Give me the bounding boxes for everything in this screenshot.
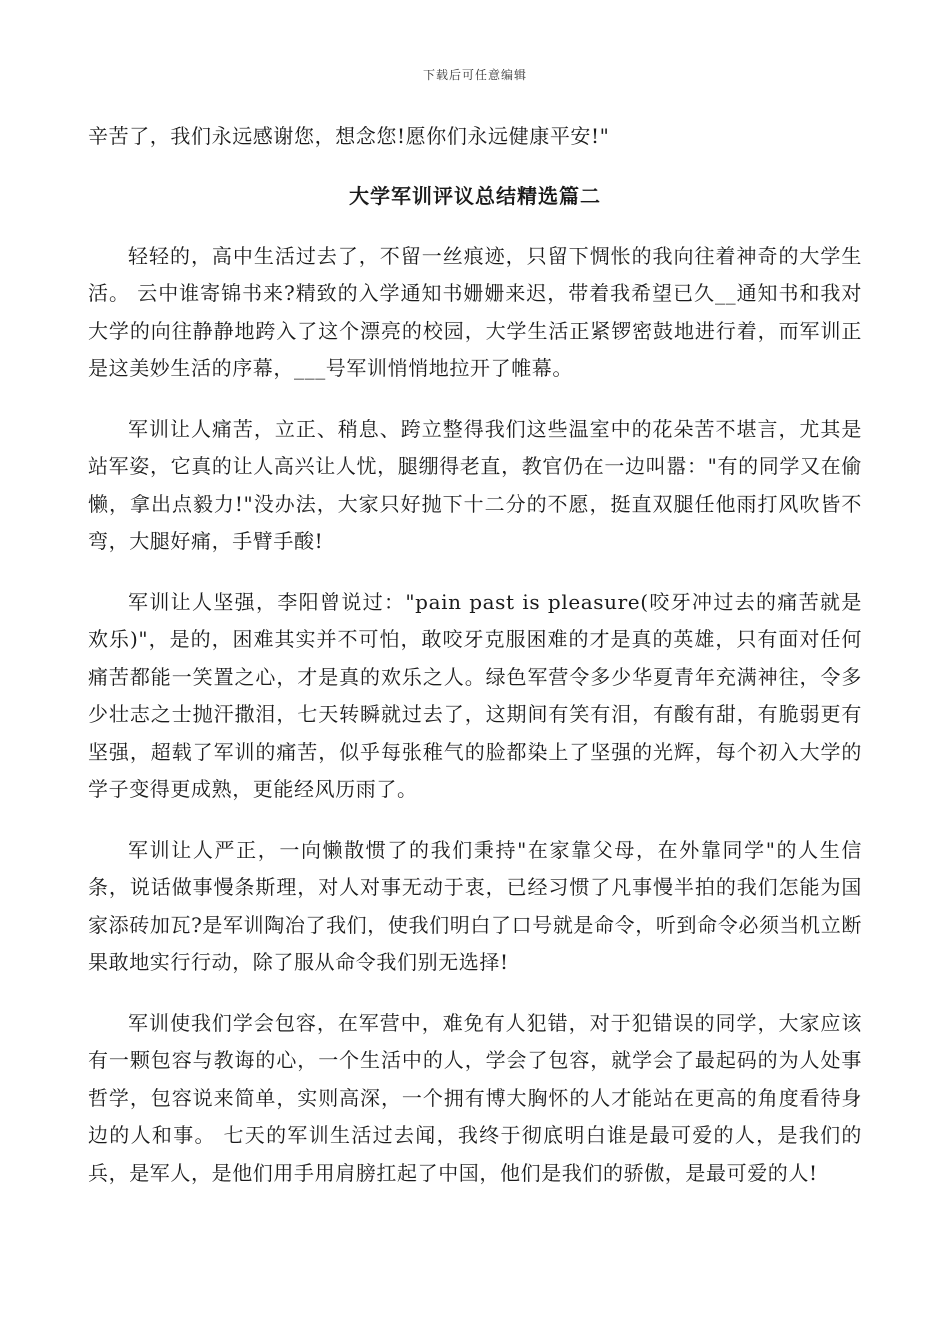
paragraph [88,832,862,982]
paragraph-text: 军训让人坚强，李阳曾说过："pain past is pleasure(咬牙冲过去的痛苦就是欢乐)"，是的，困难其实并不可怕，敢咬牙克服困难的才是真的英雄，只有面对任何痛苦都能一笑置之心，才是真的欢乐之人。绿色军营令多少华夏青年充满神往，令多少壮志之士抛汗撒泪，七天转瞬就过去了，这期间有笑有泪，有酸有甜，有脆弱更有坚强，超载了军训的痛苦，似乎每张稚气的脸都染上了坚强的光辉，每个初入大学的学子变得更成熟，更能经风历雨了。 [88,589,862,801]
paragraph [88,411,862,561]
paragraph-text: 军训让人痛苦，立正、稍息、跨立整得我们这些温室中的花朵苦不堪言，尤其是站军姿，它真的让人高兴让人忧，腿绷得老直，教官仍在一边叫嚣："有的同学又在偷懒，拿出点毅力!"没办法，大家只好抛下十二分的不愿，挺直双腿任他雨打风吹皆不弯，大腿好痛，手臂手酸! [88,416,862,553]
paragraph [88,1005,862,1193]
paragraph-text: 军训使我们学会包容，在军营中，难免有人犯错，对于犯错误的同学，大家应该有一颗包容与教诲的心，一个生活中的人，学会了包容，就学会了最起码的为人处事哲学，包容说来简单，实则高深，一个拥有博大胸怀的人才能站在更高的角度看待身边的人和事。 七天的军训生活过去闻，我终于彻底明白谁是最可爱的人，是我们的兵，是军人，是他们用手用肩膀扛起了中国，他们是我们的骄傲，是最可爱的人! [88,1010,862,1185]
header-note: 下载后可任意编辑 [422,68,527,82]
paragraph-text: 轻轻的，高中生活过去了，不留一丝痕迹，只留下惆怅的我向往着神奇的大学生活。 云中谁寄锦书来?精致的入学通知书姗姗来迟，带着我希望已久__通知书和我对大学的向往静静地跨入了这个漂亮的校园，大学生活正紧锣密鼓地进行着，而军训正是这美妙生活的序幕，___号军训悄悄地拉开了帷幕。 [88,243,862,380]
paragraph [88,584,862,809]
section-title: 大学军训评议总结精选篇二 [349,183,601,208]
paragraph-text: 军训让人严正，一向懒散惯了的我们秉持"在家靠父母，在外靠同学"的人生信条，说话做事慢条斯理，对人对事无动于衷，已经习惯了凡事慢半拍的我们怎能为国家添砖加瓦?是军训陶冶了我们，使我们明白了口号就是命令，听到命令必须当机立断果敢地实行行动，除了服从命令我们别无选择! [88,837,862,974]
carryover-line: 辛苦了，我们永远感谢您，想念您!愿你们永远健康平安!" [88,124,610,148]
document-body [88,118,862,1215]
paragraph [88,238,862,388]
